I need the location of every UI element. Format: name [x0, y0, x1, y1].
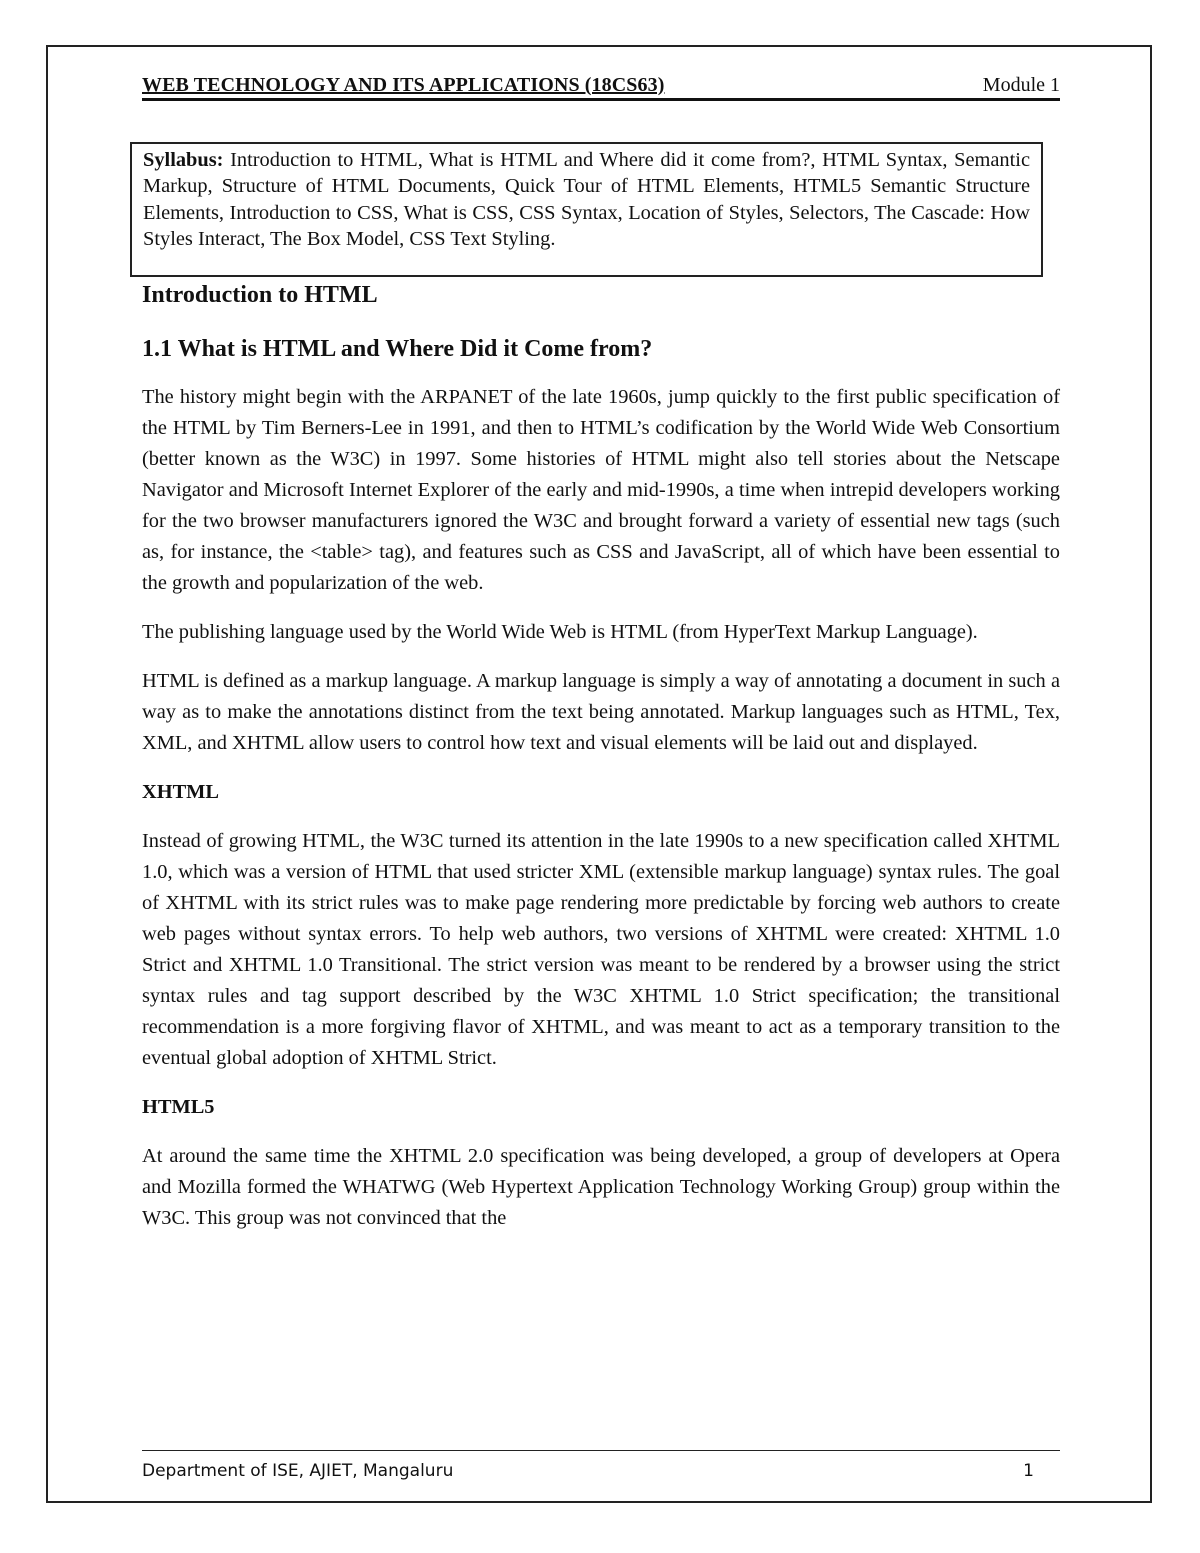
- footer-divider: [142, 1450, 1060, 1451]
- syllabus-box: [130, 142, 1043, 277]
- module-label: Module 1: [982, 74, 1060, 96]
- publishing-language-paragraph: The publishing language used by the World Wide Web is HTML (from HyperText Markup Language).: [142, 621, 978, 643]
- intro-heading: Introduction to HTML: [142, 282, 378, 308]
- html5-heading: HTML5: [142, 1096, 215, 1118]
- syllabus-label: Syllabus:: [143, 149, 224, 171]
- page-header: [142, 72, 1060, 101]
- xhtml-paragraph: Instead of growing HTML, the W3C turned its attention in the late 1990s to a new specification called XHTML 1.0, which was a version of HTML that used stricter XML (extensible markup language) syntax rules. The goal of XHTML with its strict rules was to make page rendering more predictable by forcing web authors to create web pages without syntax errors. To help web authors, two versions of XHTML were created: XHTML 1.0 Strict and XHTML 1.0 Transitional. The strict version was meant to be rendered by a browser using the strict syntax rules and tag support described by the W3C XHTML 1.0 Strict specification; the transitional recommendation is a more forgiving flavor of XHTML, and was meant to act as a temporary transition to the eventual global adoption of XHTML Strict.: [142, 830, 1060, 1069]
- xhtml-heading: XHTML: [142, 781, 220, 803]
- main-content: [142, 280, 1060, 1234]
- course-title: WEB TECHNOLOGY AND ITS APPLICATIONS (18CS63): [142, 74, 665, 96]
- markup-language-paragraph: HTML is defined as a markup language. A markup language is simply a way of annotating a document in such a way as to make the annotations distinct from the text being annotated. Markup languages such as HTML, Tex, XML, and XHTML allow users to control how text and visual elements will be laid out and displayed.: [142, 670, 1060, 754]
- page-number: 1: [1023, 1461, 1034, 1481]
- history-paragraph: The history might begin with the ARPANET of the late 1960s, jump quickly to the first public specification of the HTML by Tim Berners-Lee in 1991, and then to HTML’s codification by the World Wide Web Consortium (better known as the W3C) in 1997. Some histories of HTML might also tell stories about the Netscape Navigator and Microsoft Internet Explorer of the early and mid-1990s, a time when intrepid developers working for the two browser manufacturers ignored the W3C and brought forward a variety of essential new tags (such as, for instance, the <table> tag), and features such as CSS and JavaScript, all of which have been essential to the growth and popularization of the web.: [142, 386, 1060, 594]
- section-heading: 1.1 What is HTML and Where Did it Come from?: [142, 336, 653, 362]
- html5-paragraph: At around the same time the XHTML 2.0 specification was being developed, a group of developers at Opera and Mozilla formed the WHATWG (Web Hypertext Application Technology Working Group) group within the W3C. This group was not convinced that the: [142, 1145, 1060, 1229]
- syllabus-text: Introduction to HTML, What is HTML and Where did it come from?, HTML Syntax, Semantic Markup, Structure of HTML Documents, Quick Tour of HTML Elements, HTML5 Semantic Structure Elements, Introduction to CSS, What is CSS, CSS Syntax, Location of Styles, Selectors, The Cascade: How Styles Interact, The Box Model, CSS Text Styling.: [143, 149, 1030, 250]
- footer-department: Department of ISE, AJIET, Mangaluru: [142, 1461, 454, 1481]
